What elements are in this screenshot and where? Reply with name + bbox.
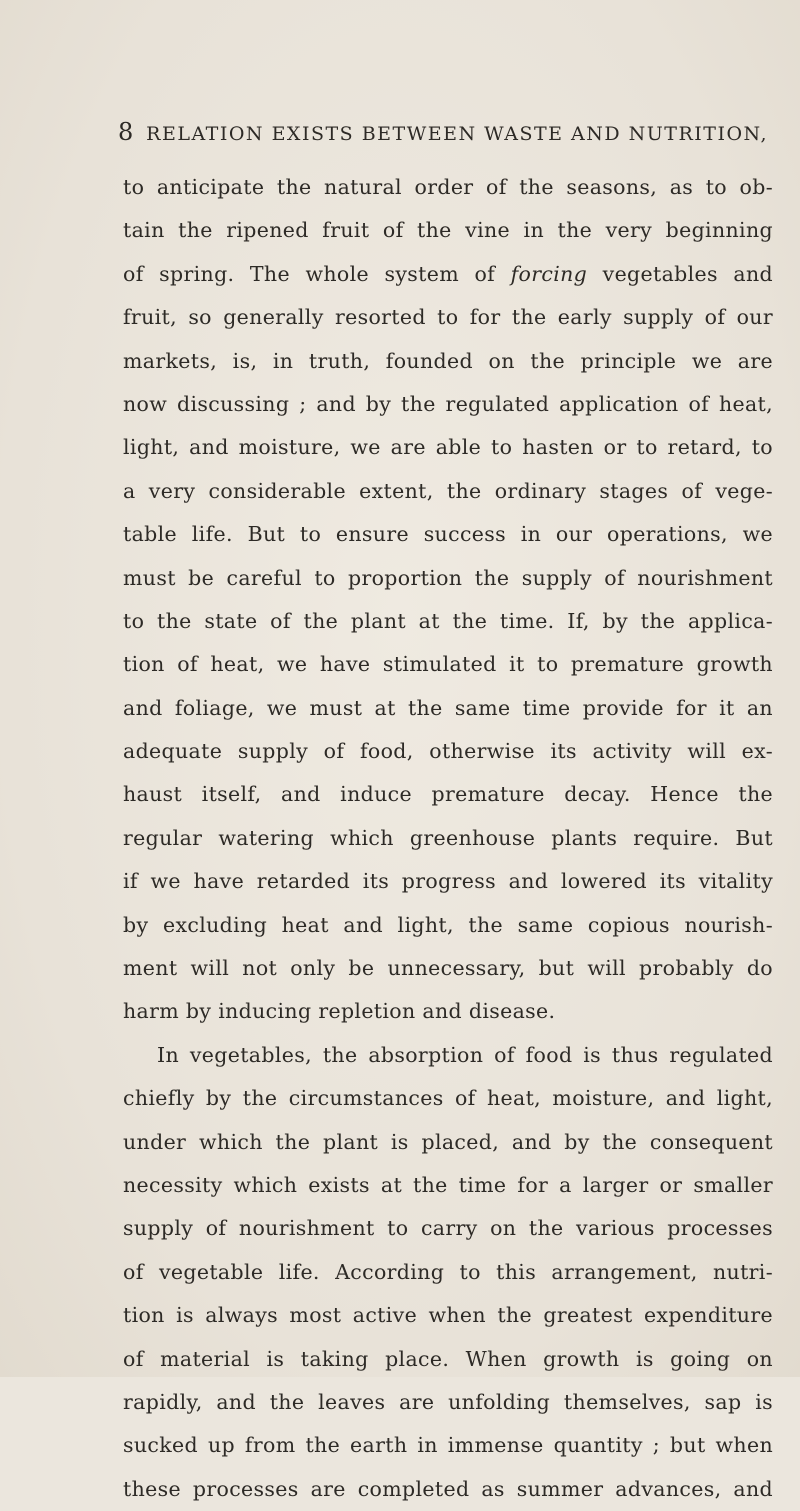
text-line: supply of nourishment to carry on the various processes [123,1216,773,1241]
text-line: necessity which exists at the time for a larger or smaller [123,1172,773,1197]
text-line: a very considerable extent, the ordinary stages of vege- [123,478,773,503]
text-line: of material is taking place. When growth is going on [123,1346,773,1371]
text-line: harm by inducing repletion and disease. [123,999,556,1024]
text-line: of spring. The whole system of forcing vegetables and [123,261,773,286]
text-line: sucked up from the earth in immense quantity ; but when [123,1433,773,1458]
italic-term: forcing [510,261,588,286]
text-line: must be careful to proportion the supply of nourishment [123,565,773,590]
text-line: now discussing ; and by the regulated application of heat, [123,391,773,416]
text-line: markets, is, in truth, founded on the principle we are [123,348,773,373]
text-line: these processes are completed as summer advances, and [123,1476,773,1501]
text-line: to anticipate the natural order of the seasons, as to ob- [123,175,773,199]
text-line: to the state of the plant at the time. If, by the applica- [123,608,773,633]
text-line: fruit, so generally resorted to for the early supply of our [123,305,773,330]
paragraph-2 [123,1034,773,1511]
text-line: regular watering which greenhouse plants require. But [123,825,773,850]
text-line: of vegetable life. According to this arrangement, nutri- [123,1259,773,1284]
text-line: tion of heat, we have stimulated it to premature growth [123,652,773,677]
text-line: light, and moisture, we are able to hasten or to retard, to [123,435,773,460]
paragraph-1 [123,166,773,1034]
running-head: RELATION EXISTS BETWEEN WASTE AND NUTRITION, [146,123,768,145]
text-line: In vegetables, the absorption of food is thus regulated [157,1042,773,1067]
page-number: 8 [118,118,134,146]
text-line: tion is always most active when the greatest expenditure [123,1303,773,1328]
text-line: tain the ripened fruit of the vine in the very beginning [123,218,773,243]
text-line: chiefly by the circumstances of heat, moisture, and light, [123,1086,773,1111]
text-line: ment will not only be unnecessary, but will probably do [123,956,773,981]
text-line: if we have retarded its progress and lowered its vitality [123,869,773,894]
text-line: rapidly, and the leaves are unfolding themselves, sap is [123,1389,773,1414]
text-line: haust itself, and induce premature decay. Hence the [123,782,773,807]
text-line: and foliage, we must at the same time provide for it an [123,695,773,720]
body-text [123,166,773,1511]
text-line: adequate supply of food, otherwise its activity will ex- [123,739,773,764]
text-line: under which the plant is placed, and by the consequent [123,1129,773,1154]
page-header [118,118,768,150]
text-line: by excluding heat and light, the same copious nourish- [123,912,773,937]
text-line: table life. But to ensure success in our operations, we [123,522,773,547]
